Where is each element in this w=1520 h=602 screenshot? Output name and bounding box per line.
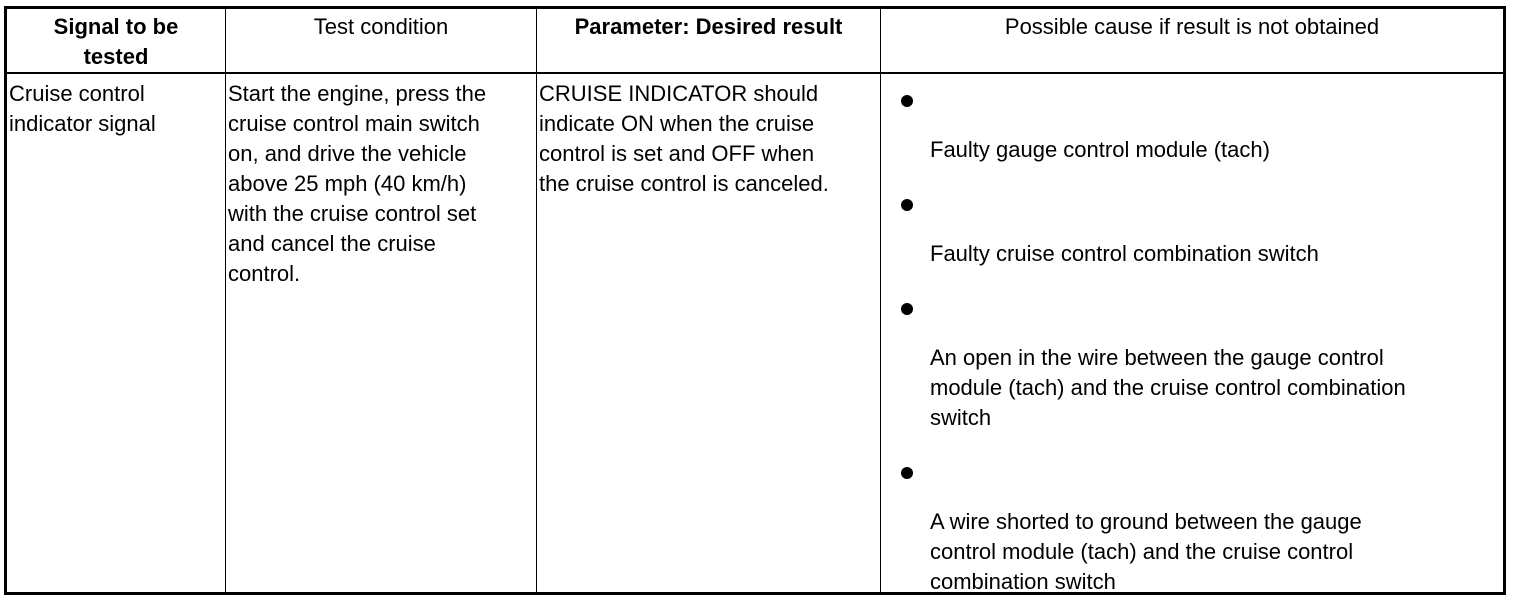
header-signal: Signal to be tested bbox=[53, 14, 179, 69]
diagnostic-table bbox=[4, 6, 1506, 595]
bullet-icon bbox=[901, 467, 913, 479]
cell-test-condition: Start the engine, press the cruise control main switch on, and drive the vehicle above 25 mph (40 km/h) with the cruise control set and cancel the cruise control. bbox=[228, 81, 487, 286]
cause-text: Faulty gauge control module (tach) bbox=[930, 137, 1270, 162]
header-possible-cause: Possible cause if result is not obtained bbox=[1004, 14, 1380, 39]
bullet-icon bbox=[901, 303, 913, 315]
column-divider bbox=[536, 9, 537, 592]
cause-text: An open in the wire between the gauge control module (tach) and the cruise control combination switch bbox=[930, 345, 1406, 430]
bullet-icon bbox=[901, 95, 913, 107]
header-parameter: Parameter: Desired result bbox=[574, 14, 843, 39]
cause-text: Faulty cruise control combination switch bbox=[930, 241, 1319, 266]
cell-possible-causes bbox=[881, 9, 1503, 592]
cell-signal: Cruise control indicator signal bbox=[9, 81, 156, 136]
cause-text: A wire shorted to ground between the gauge control module (tach) and the cruise control combination switch bbox=[930, 509, 1362, 594]
column-divider bbox=[225, 9, 226, 592]
cell-parameter: CRUISE INDICATOR should indicate ON when the cruise control is set and OFF when the cruise control is canceled. bbox=[539, 81, 829, 196]
header-test-condition: Test condition bbox=[313, 14, 449, 39]
bullet-icon bbox=[901, 199, 913, 211]
